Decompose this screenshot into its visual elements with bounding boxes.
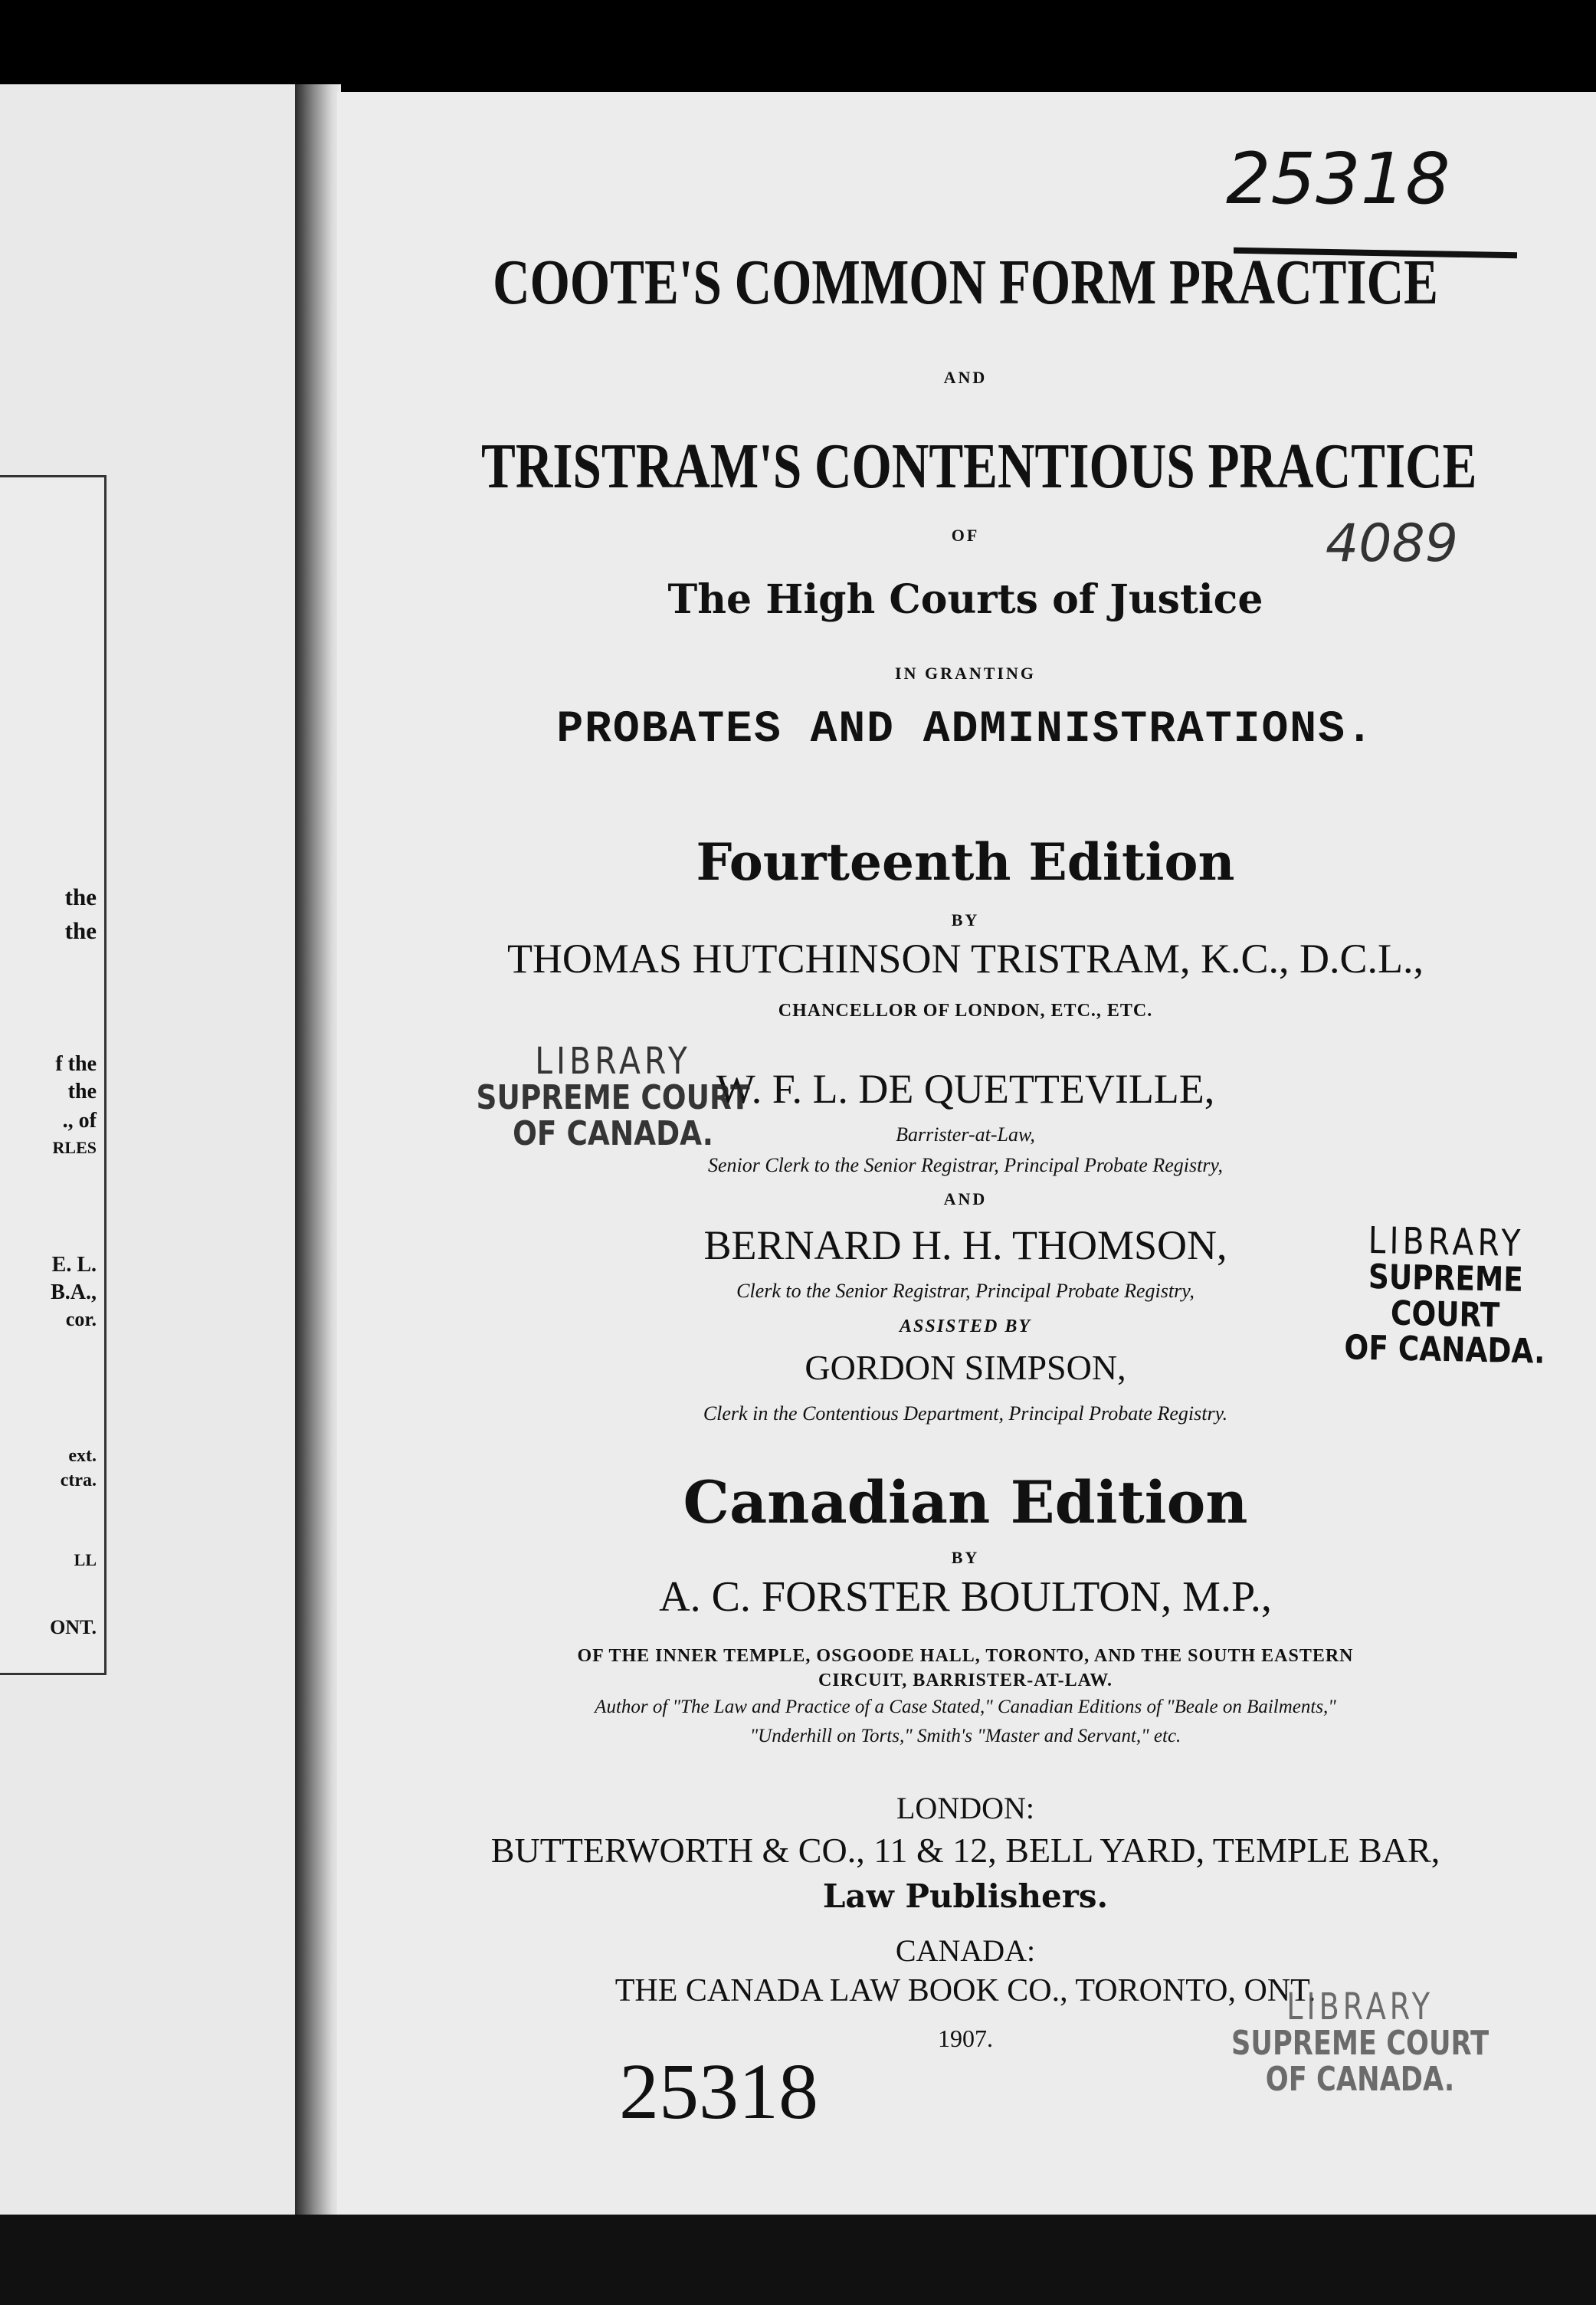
fragment-text: cor. xyxy=(65,1308,97,1330)
fragment-text: ctra. xyxy=(60,1471,97,1490)
canadian-author-works: "Underhill on Torts," Smith's "Master and Servant," etc. xyxy=(749,1726,1181,1746)
title-line-1: COOTE'S COMMON FORM PRACTICE xyxy=(493,247,1438,318)
courts-line: The High Courts of Justice xyxy=(667,576,1263,623)
library-stamp xyxy=(1316,1218,1575,1372)
library-stamp xyxy=(1231,1985,1489,2099)
by-label: BY xyxy=(951,1548,980,1567)
library-stamp xyxy=(477,1042,750,1152)
fragment-text: the xyxy=(64,917,97,944)
stamp-line: OF CANADA. xyxy=(1344,1328,1545,1372)
stamp-line: SUPREME COURT xyxy=(476,1078,750,1118)
stamp-line: LIBRARY xyxy=(535,1040,691,1083)
stamp-line: OF CANADA. xyxy=(1265,2059,1455,2099)
fragment-text: f the xyxy=(55,1052,97,1076)
fragment-text: E. L. xyxy=(51,1253,97,1277)
fragment-text: LL xyxy=(74,1550,97,1569)
canadian-author-name: A. C. FORSTER BOULTON, M.P., xyxy=(659,1573,1272,1621)
fragment-text: the xyxy=(64,884,97,910)
imprint-london-label: LONDON: xyxy=(896,1791,1034,1825)
stamp-line: OF CANADA. xyxy=(513,1113,714,1153)
handwritten-number: 25318 xyxy=(1226,138,1450,220)
assisted-by-label: ASSISTED BY xyxy=(899,1316,1032,1336)
fragment-text: ONT. xyxy=(50,1616,97,1638)
author-role: Clerk to the Senior Registrar, Principal Probate Registry, xyxy=(736,1280,1195,1302)
imprint-london-publisher: BUTTERWORTH & CO., 11 & 12, BELL YARD, TEMPLE BAR, xyxy=(490,1831,1440,1870)
imprint-year: 1907. xyxy=(938,2025,993,2052)
imprint-canada-label: CANADA: xyxy=(895,1933,1036,1968)
author-role: Senior Clerk to the Senior Registrar, Principal Probate Registry, xyxy=(707,1154,1224,1176)
book-spine xyxy=(295,84,341,2276)
canadian-author-works: Author of "The Law and Practice of a Case Stated," Canadian Editions of "Beale on Bailments," xyxy=(595,1697,1336,1717)
fragment-text: B.A., xyxy=(51,1280,97,1304)
canadian-author-credential: OF THE INNER TEMPLE, OSGOODE HALL, TORONTO, AND THE SOUTH EASTERN xyxy=(577,1646,1354,1666)
author-name: BERNARD H. H. THOMSON, xyxy=(703,1222,1227,1268)
handwritten-secondary-number: 4089 xyxy=(1326,513,1459,574)
facing-page-text-block xyxy=(0,475,107,1675)
canadian-author-credential: CIRCUIT, BARRISTER-AT-LAW. xyxy=(818,1671,1113,1690)
stamp-line: LIBRARY xyxy=(1368,1218,1525,1266)
stamp-line: SUPREME COURT xyxy=(1368,1257,1524,1336)
subject-line: PROBATES AND ADMINISTRATIONS. xyxy=(556,705,1375,755)
by-label: BY xyxy=(951,910,980,930)
imprint-law-publishers: Law Publishers. xyxy=(822,1877,1109,1915)
edition: Fourteenth Edition xyxy=(696,832,1235,892)
fragment-text: the xyxy=(67,1080,97,1103)
author-name: THOMAS HUTCHINSON TRISTRAM, K.C., D.C.L., xyxy=(506,936,1424,982)
stamp-line: SUPREME COURT xyxy=(1231,2024,1489,2064)
stamp-line: LIBRARY xyxy=(1286,1985,1434,2028)
author-role: Barrister-at-Law, xyxy=(896,1123,1035,1146)
author-role: CHANCELLOR OF LONDON, ETC., ETC. xyxy=(778,1001,1153,1021)
fragment-text: ., of xyxy=(62,1109,97,1133)
fragment-text: RLES xyxy=(52,1138,97,1157)
fragment-text: ext. xyxy=(68,1446,97,1466)
preposition: OF xyxy=(951,526,980,545)
assistant-name: GORDON SIMPSON, xyxy=(805,1348,1126,1387)
conjunction: AND xyxy=(943,368,988,387)
in-granting: IN GRANTING xyxy=(895,664,1036,683)
accession-number: 25318 xyxy=(619,2048,818,2136)
scan-border xyxy=(0,2215,1596,2305)
imprint-canada-publisher: THE CANADA LAW BOOK CO., TORONTO, ONT. xyxy=(614,1973,1316,2008)
title-line-2: TRISTRAM'S CONTENTIOUS PRACTICE xyxy=(481,431,1477,502)
conjunction: AND xyxy=(943,1189,988,1208)
canadian-edition: Canadian Edition xyxy=(683,1468,1248,1536)
author-name: W. F. L. DE QUETTEVILLE, xyxy=(716,1066,1215,1112)
assistant-role: Clerk in the Contentious Department, Principal Probate Registry. xyxy=(703,1402,1228,1425)
